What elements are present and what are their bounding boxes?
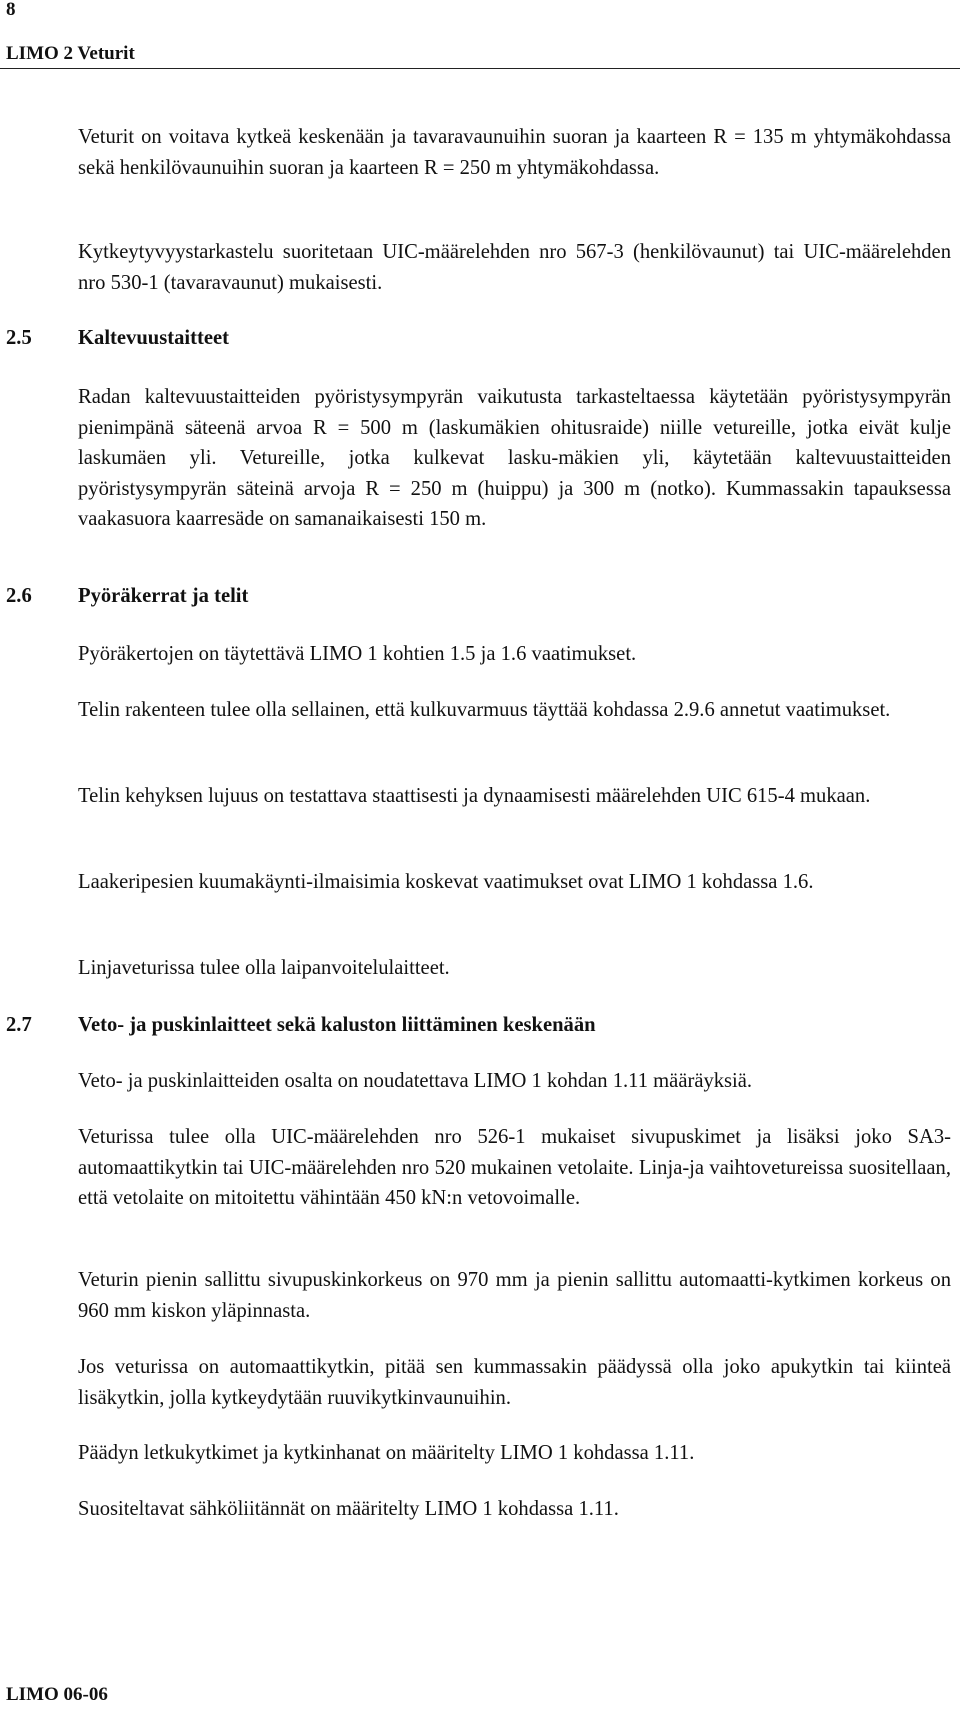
section-2-6-paragraph-3: Telin kehyksen lujuus on testattava staattisesti ja dynaamisesti määrelehden UIC 615-4 mukaan. bbox=[78, 785, 871, 807]
section-2-5-paragraph-1: Radan kaltevuustaitteiden pyöristysympyrän vaikutusta tarkasteltaessa käytetään pyöristysympyrän pienimpänä säteenä arvoa R = 500 m (laskumäkien ohitusraide) niille vetureille, jotka eivät kulje laskumäen yli. Vetureille, jotka kulkevat lasku-mäkien yli, käytetään kaltevuustaitteiden pyöristysympyrän säteinä arvoja R = 250 m (huippu) ja 300 m (notko). Kummassakin tapauksessa vaakasuora kaarresäde on samanaikaisesti 150 m. bbox=[78, 386, 951, 530]
section-2-7-paragraph-5: Päädyn letkukytkimet ja kytkinhanat on määritelty LIMO 1 kohdassa 1.11. bbox=[78, 1442, 695, 1464]
section-number: 2.6 bbox=[6, 585, 32, 607]
intro-paragraph-1: Veturit on voitava kytkeä keskenään ja tavaravaunuihin suoran ja kaarteen R = 135 m yhtymäkohdassa sekä henkilövaunuihin suoran ja kaarteen R = 250 m yhtymäkohdassa. bbox=[78, 126, 951, 179]
section-2-6-paragraph-1: Pyöräkertojen on täytettävä LIMO 1 kohtien 1.5 ja 1.6 vaatimukset. bbox=[78, 643, 637, 665]
section-2-7-paragraph-1: Veto- ja puskinlaitteiden osalta on noudatettava LIMO 1 kohdan 1.11 määräyksiä. bbox=[78, 1070, 753, 1092]
section-heading-2-7 bbox=[6, 1010, 596, 1041]
section-2-7-paragraph-2: Veturissa tulee olla UIC-määrelehden nro 526-1 mukaiset sivupuskimet ja lisäksi joko SA3-automaattikytkin tai UIC-määrelehden nro 520 mukainen vetolaite. Linja-ja vaihtovetureissa suositellaan, että vetolaite on mitoitettu vähintään 450 kN:n vetovoimalle. bbox=[78, 1126, 951, 1209]
section-number: 2.7 bbox=[6, 1014, 32, 1036]
footer-code: LIMO 06-06 bbox=[6, 1684, 108, 1705]
intro-paragraph-2: Kytkeytyvyystarkastelu suoritetaan UIC-määrelehden nro 567-3 (henkilövaunut) tai UIC-määrelehden nro 530-1 (tavaravaunut) mukaisesti. bbox=[78, 241, 951, 294]
section-2-7-paragraph-6: Suositeltavat sähköliitännät on määritelty LIMO 1 kohdassa 1.11. bbox=[78, 1498, 619, 1520]
section-2-6-paragraph-2: Telin rakenteen tulee olla sellainen, että kulkuvarmuus täyttää kohdassa 2.9.6 annetut vaatimukset. bbox=[78, 699, 891, 721]
section-title: Veto- ja puskinlaitteet sekä kaluston liittäminen keskenään bbox=[78, 1014, 596, 1036]
section-2-7-paragraph-3: Veturin pienin sallittu sivupuskinkorkeus on 970 mm ja pienin sallittu automaatti-kytkimen korkeus on 960 mm kiskon yläpinnasta. bbox=[78, 1269, 951, 1322]
section-title: Kaltevuustaitteet bbox=[78, 327, 229, 349]
section-number: 2.5 bbox=[6, 327, 32, 349]
page-number: 8 bbox=[6, 0, 16, 20]
section-heading-2-5 bbox=[6, 323, 229, 354]
section-2-6-paragraph-4: Laakeripesien kuumakäynti-ilmaisimia koskevat vaatimukset ovat LIMO 1 kohdassa 1.6. bbox=[78, 871, 814, 893]
running-head: LIMO 2 Veturit bbox=[6, 43, 135, 64]
section-title: Pyöräkerrat ja telit bbox=[78, 585, 249, 607]
section-2-7-paragraph-4: Jos veturissa on automaattikytkin, pitää sen kummassakin päädyssä olla joko apukytkin tai kiinteä lisäkytkin, jolla kytkeydytään ruuvikytkinvaunuihin. bbox=[78, 1356, 951, 1409]
header-rule bbox=[0, 68, 960, 69]
section-heading-2-6 bbox=[6, 581, 248, 612]
section-2-6-paragraph-5: Linjaveturissa tulee olla laipanvoitelulaitteet. bbox=[78, 957, 450, 979]
